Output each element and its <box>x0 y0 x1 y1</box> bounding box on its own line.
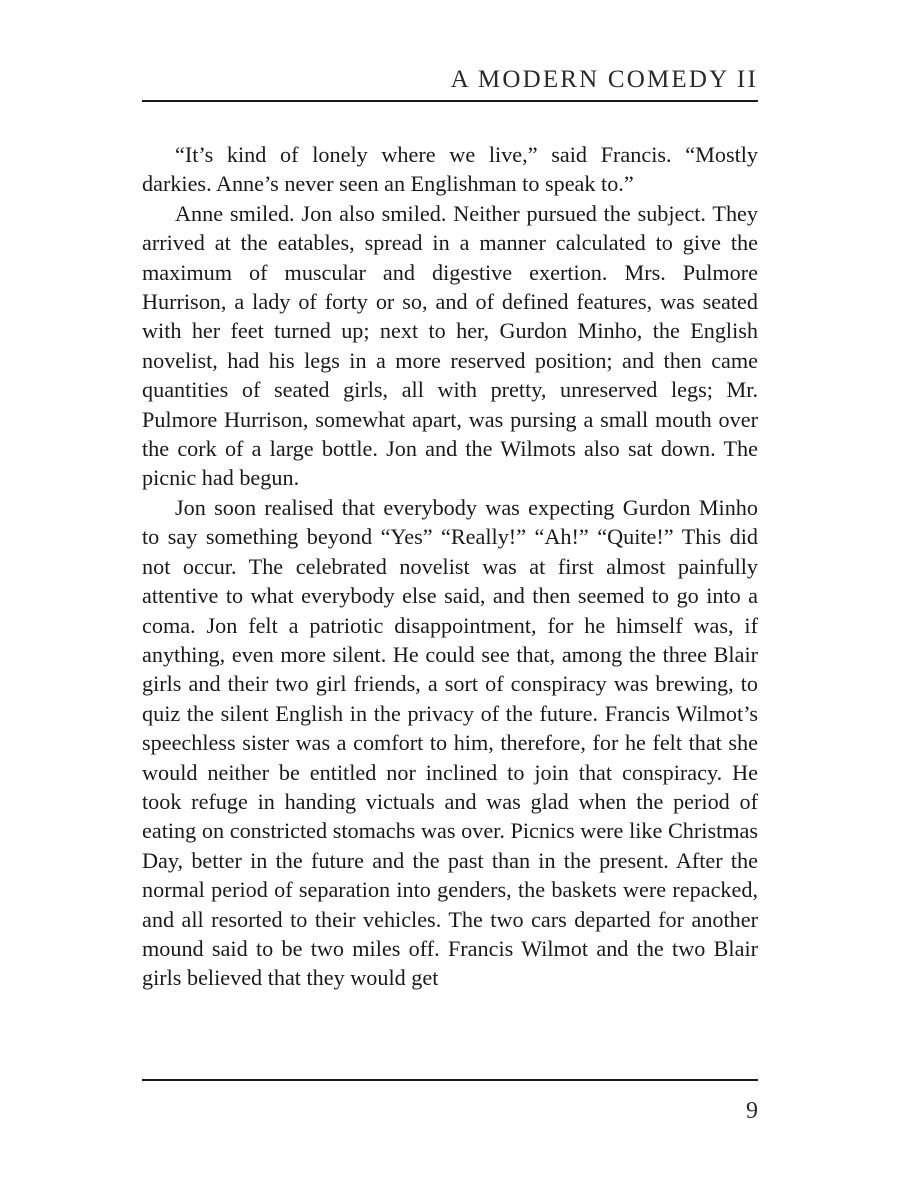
paragraph: Anne smiled. Jon also smiled. Neither pursued the subject. They arrived at the eatables, spread in a manner calculated to give the maximum of muscular and digestive exertion. Mrs. Pulmore Hurrison, a lady of forty or so, and of defined features, was seated with her feet turned up; next to her, Gurdon Minho, the English novelist, had his legs in a more reserved position; and then came quantities of seated girls, all with pretty, unreserved legs; Mr. Pulmore Hurrison, somewhat apart, was pursing a small mouth over the cork of a large bottle. Jon and the Wilmots also sat down. The picnic had begun. <box>142 200 758 491</box>
body-text <box>142 140 758 993</box>
paragraph: Jon soon realised that everybody was expecting Gurdon Minho to say something beyond “Yes” “Really!” “Ah!” “Quite!” This did not occur. The celebrated novelist was at first almost painfully attentive to what everybody else said, and then seemed to go into a coma. Jon felt a patriotic disappointment, for he himself was, if anything, even more silent. He could see that, among the three Blair girls and their two girl friends, a sort of conspiracy was brewing, to quiz the silent English in the privacy of the future. Francis Wilmot’s speechless sister was a comfort to him, therefore, for he felt that she would neither be entitled nor inclined to join that conspiracy. He took refuge in handing victuals and was glad when the period of eating on constricted stomachs was over. Picnics were like Christmas Day, better in the future and the past than in the present. After the normal period of separation into genders, the baskets were repacked, and all resorted to their vehicles. The two cars departed for another mound said to be two miles off. Francis Wilmot and the two Blair girls believed that they would get <box>142 494 758 991</box>
footer-rule <box>142 1079 758 1081</box>
page-number: 9 <box>746 1098 758 1124</box>
running-header: A MODERN COMEDY II <box>450 66 758 93</box>
paragraph: “It’s kind of lonely where we live,” said Francis. “Mostly darkies. Anne’s never seen an Englishman to speak to.” <box>142 142 758 197</box>
header-rule <box>142 100 758 102</box>
